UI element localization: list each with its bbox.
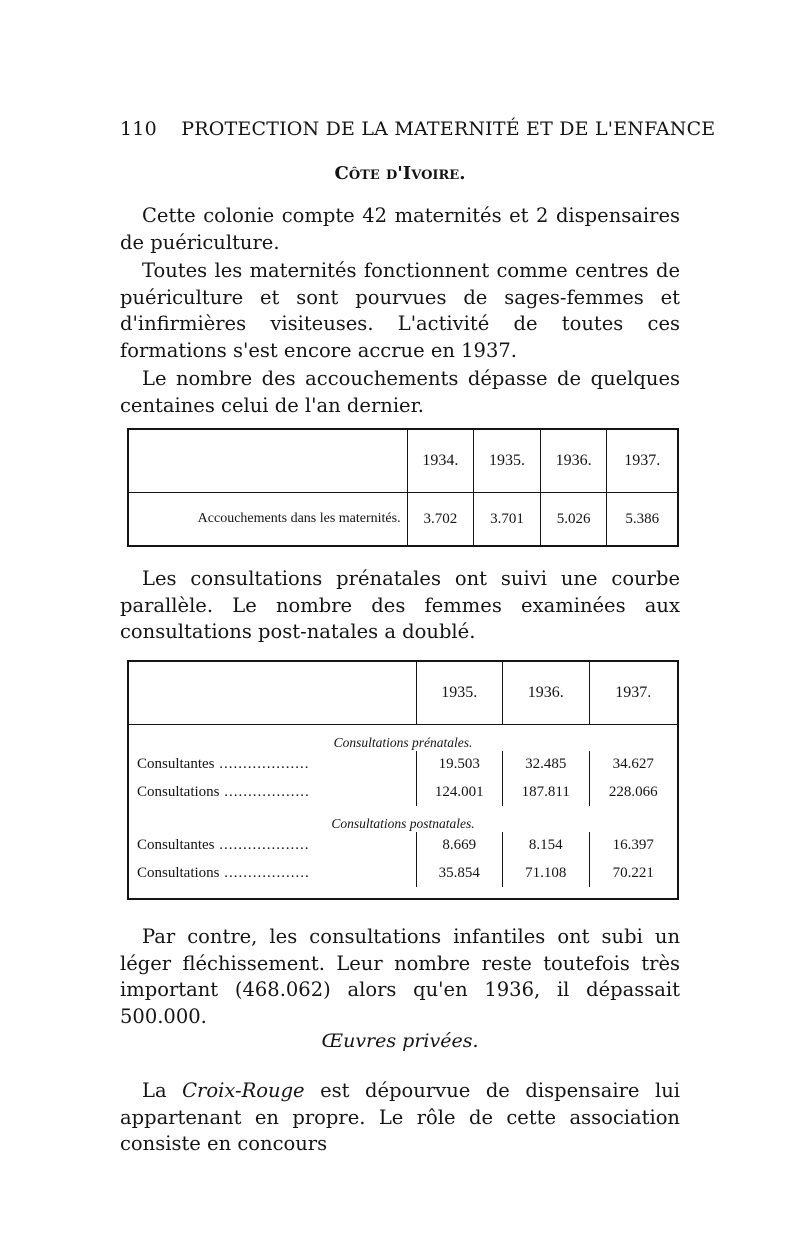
cell-value: 32.485 (503, 751, 589, 778)
births-table (127, 428, 679, 547)
consultations-table-header-row (128, 661, 678, 724)
consult-year-1935: 1935. (416, 661, 502, 724)
cell-value: 8.154 (503, 832, 589, 859)
postnatal-heading: Consultations postnatales. (331, 816, 475, 832)
consult-year-1936: 1936. (503, 661, 589, 724)
cell-value: 35.854 (416, 859, 502, 886)
births-table-corner (128, 429, 407, 493)
table-spacer-row (128, 887, 678, 899)
paragraph-6 (120, 1078, 680, 1158)
paragraph-6-rest: est dépourvue de dispensaire lui appartenant en propre. Le rôle de cette association consiste en concours (120, 1079, 680, 1155)
consultations-table-corner (128, 661, 416, 724)
paragraph-4: Les consultations prénatales ont suivi une courbe parallèle. Le nombre des femmes examinées aux consultations post-natales a doublé. (120, 567, 680, 643)
births-row-label: Accouchements dans les maternités. (128, 493, 407, 547)
postnatal-heading-row (128, 806, 678, 832)
row-label: Consultations (137, 783, 220, 800)
paragraph-3: Le nombre des accouchements dépasse de quelques centaines celui de l'an dernier. (120, 367, 680, 417)
paragraph-6-prefix: La (142, 1079, 183, 1102)
births-year-1934: 1934. (407, 429, 474, 493)
cell-value: 228.066 (589, 778, 678, 805)
table-row (128, 859, 678, 886)
leader-dots: ................... (214, 756, 310, 773)
prenatal-heading: Consultations prénatales. (333, 734, 473, 750)
leader-dots: .................. (219, 783, 310, 800)
oeuvres-privees-heading: Œuvres privées. (321, 1030, 479, 1052)
cell-value: 19.503 (416, 751, 502, 778)
births-year-1936: 1936. (540, 429, 607, 493)
births-value-1935: 3.701 (474, 493, 541, 547)
cell-value: 71.108 (503, 859, 589, 886)
births-year-1937: 1937. (607, 429, 678, 493)
row-label: Consultantes (137, 756, 215, 773)
births-table-header-row (128, 429, 678, 493)
births-value-1934: 3.702 (407, 493, 474, 547)
cell-value: 124.001 (416, 778, 502, 805)
cell-value: 16.397 (589, 832, 678, 859)
cell-value: 187.811 (503, 778, 589, 805)
cell-value: 70.221 (589, 859, 678, 886)
consult-year-1937: 1937. (589, 661, 678, 724)
running-title: PROTECTION DE LA MATERNITÉ ET DE L'ENFANCE (181, 118, 716, 140)
running-header (120, 118, 716, 140)
births-row (128, 493, 678, 547)
births-value-1937: 5.386 (607, 493, 678, 547)
row-label: Consultantes (137, 837, 215, 854)
consultations-table (127, 660, 679, 900)
prenatal-heading-row (128, 724, 678, 751)
row-label: Consultations (137, 864, 220, 881)
cell-value: 34.627 (589, 751, 678, 778)
section-title: Côte d'Ivoire. (334, 163, 466, 184)
births-year-1935: 1935. (474, 429, 541, 493)
paragraph-2: Toutes les maternités fonctionnent comme centres de puériculture et sont pourvues de sages-femmes et d'infirmières visiteuses. L'activité de toutes ces formations s'est encore accrue en 1937. (120, 259, 680, 362)
paragraph-1: Cette colonie compte 42 maternités et 2 dispensaires de puériculture. (120, 204, 680, 254)
leader-dots: .................. (219, 864, 310, 881)
paragraph-5: Par contre, les consultations infantiles ont subi un léger fléchissement. Leur nombre reste toutefois très important (468.062) alors qu'en 1936, il dépassait 500.000. (120, 925, 680, 1028)
croix-rouge-name: Croix-Rouge (182, 1079, 305, 1102)
table-row (128, 778, 678, 805)
page-number: 110 (120, 118, 157, 140)
leader-dots: ................... (214, 837, 310, 854)
cell-value: 8.669 (416, 832, 502, 859)
births-value-1936: 5.026 (540, 493, 607, 547)
table-row (128, 832, 678, 859)
table-row (128, 751, 678, 778)
